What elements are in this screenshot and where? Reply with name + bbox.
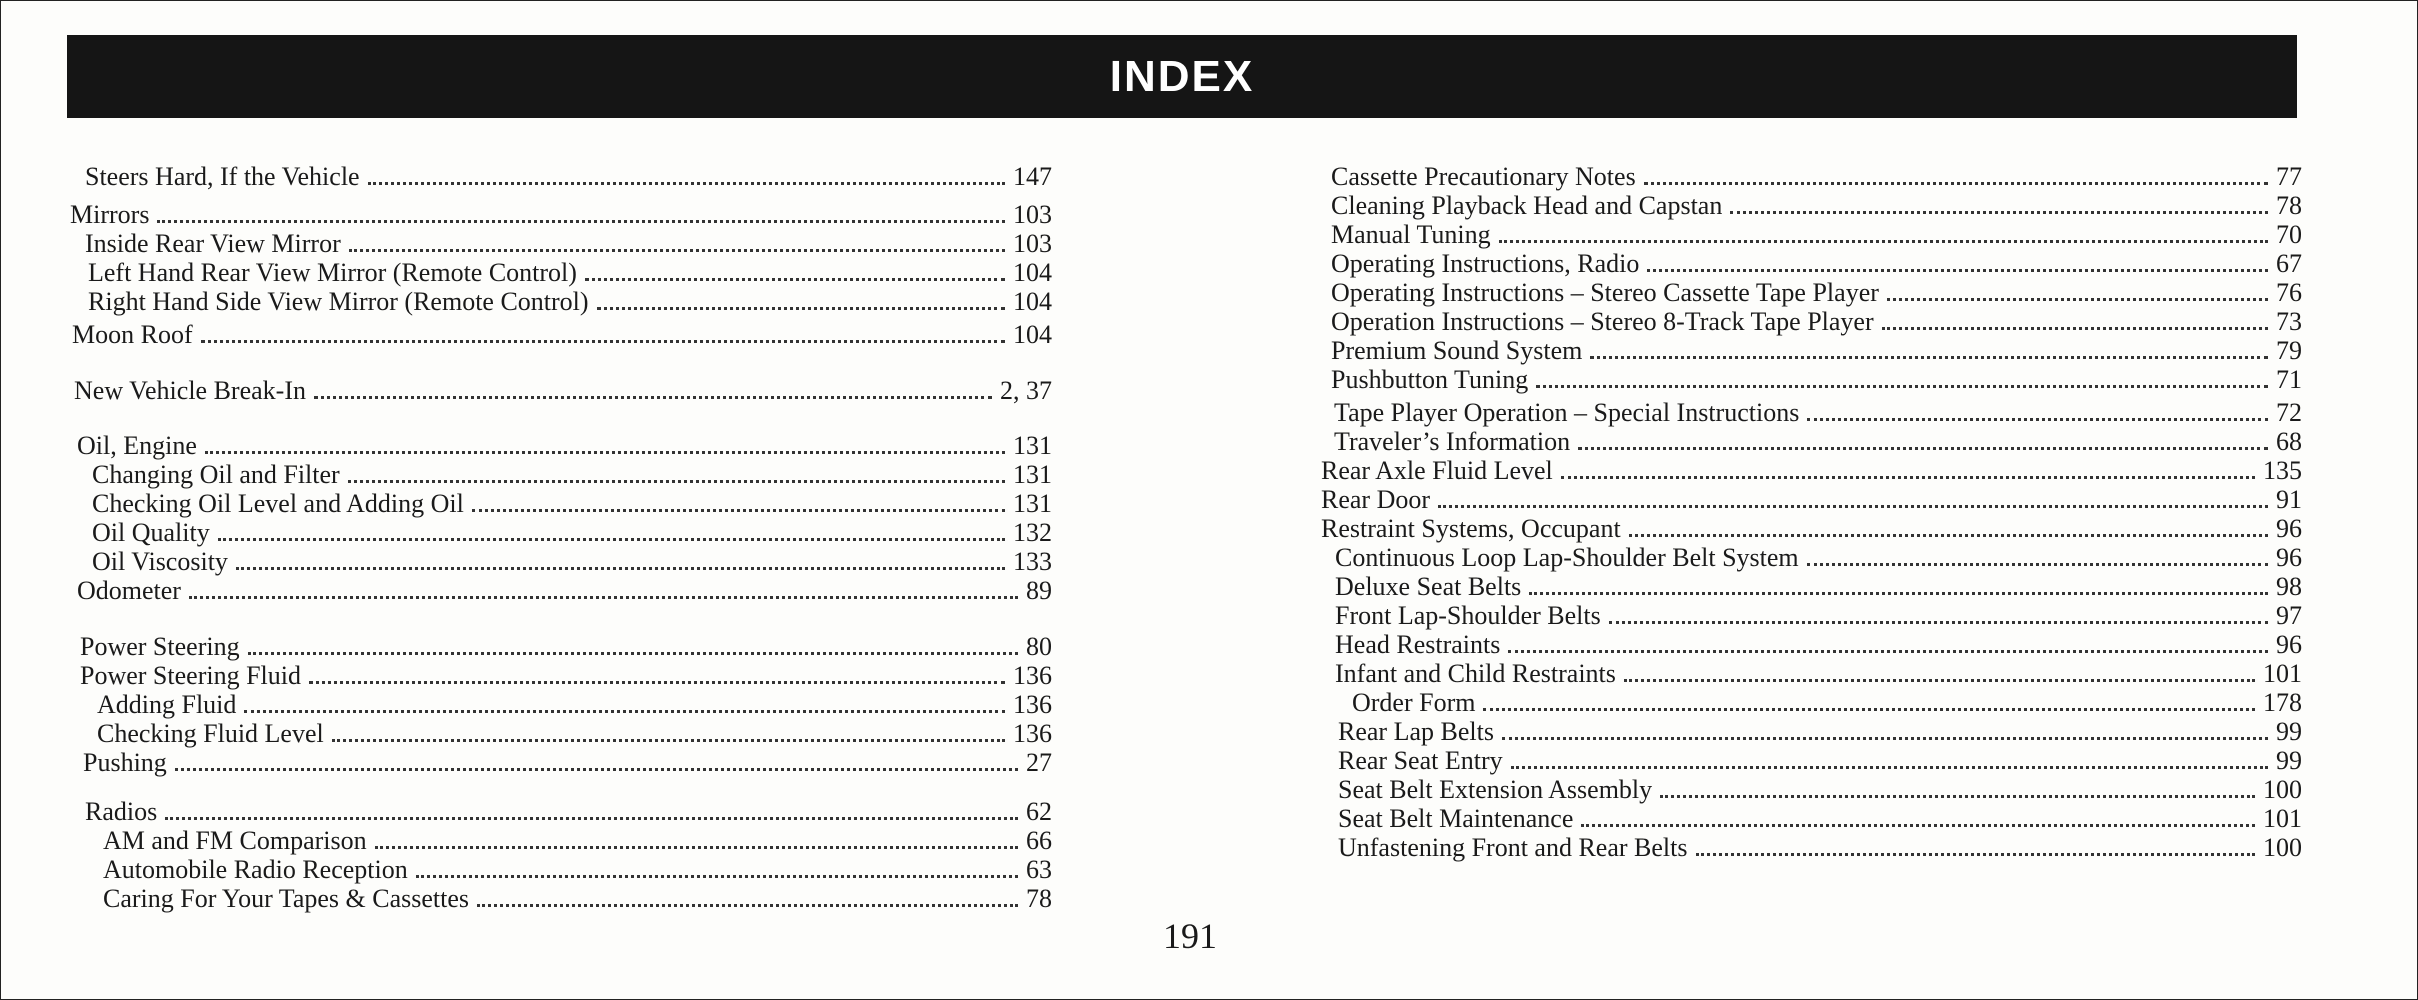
dot-leader — [597, 307, 1005, 310]
entry-page-number: 78 — [1026, 884, 1052, 913]
index-entry — [1338, 746, 2302, 776]
index-entry — [1335, 601, 2302, 631]
dot-leader — [1696, 853, 2256, 856]
dot-leader — [189, 596, 1018, 599]
entry-label: Rear Axle Fluid Level — [1321, 456, 1553, 485]
entry-page-number: 135 — [2263, 456, 2302, 485]
dot-leader — [248, 652, 1018, 655]
dot-leader — [236, 567, 1005, 570]
dot-leader — [1807, 563, 2268, 566]
entry-page-number: 133 — [1013, 547, 1052, 576]
dot-leader — [165, 817, 1018, 820]
index-entry — [1331, 191, 2302, 221]
entry-label: Premium Sound System — [1331, 336, 1583, 365]
entry-label: Manual Tuning — [1331, 220, 1491, 249]
index-entry — [88, 287, 1052, 317]
dot-leader — [175, 768, 1018, 771]
dot-leader — [1581, 824, 2255, 827]
index-entry — [85, 229, 1052, 259]
index-entry — [1338, 833, 2302, 863]
index-entry — [1338, 804, 2302, 834]
entry-label: Pushing — [83, 748, 167, 777]
dot-leader — [218, 538, 1005, 541]
index-entry — [1331, 307, 2302, 337]
index-entry — [92, 518, 1052, 548]
index-entry — [1338, 775, 2302, 805]
entry-page-number: 27 — [1026, 748, 1052, 777]
entry-label: Order Form — [1352, 688, 1476, 717]
entry-page-number: 104 — [1013, 287, 1052, 316]
dot-leader — [477, 904, 1018, 907]
entry-page-number: 2, 37 — [1000, 376, 1052, 405]
entry-label: Cleaning Playback Head and Capstan — [1331, 191, 1723, 220]
dot-leader — [1529, 592, 2268, 595]
index-entry — [97, 719, 1052, 749]
dot-leader — [1629, 534, 2268, 537]
entry-label: Radios — [85, 797, 158, 826]
dot-leader — [1730, 211, 2268, 214]
index-entry — [1335, 572, 2302, 602]
index-entry — [92, 547, 1052, 577]
entry-label: Tape Player Operation – Special Instructions — [1334, 398, 1800, 427]
dot-leader — [1807, 418, 2268, 421]
dot-leader — [1438, 505, 2268, 508]
index-entry — [1331, 336, 2302, 366]
index-entry — [92, 489, 1052, 519]
dot-leader — [205, 451, 1005, 454]
dot-leader — [1590, 356, 2268, 359]
dot-leader — [201, 340, 1005, 343]
entry-label: Moon Roof — [72, 320, 193, 349]
dot-leader — [1536, 385, 2268, 388]
entry-label: Right Hand Side View Mirror (Remote Control) — [88, 287, 589, 316]
entry-page-number: 103 — [1013, 229, 1052, 258]
index-entry — [77, 576, 1052, 606]
entry-page-number: 103 — [1013, 200, 1052, 229]
dot-leader — [1624, 679, 2255, 682]
entry-page-number: 72 — [2276, 398, 2302, 427]
index-entry — [85, 797, 1052, 827]
entry-page-number: 62 — [1026, 797, 1052, 826]
entry-page-number: 98 — [2276, 572, 2302, 601]
entry-page-number: 101 — [2263, 804, 2302, 833]
index-entry — [1321, 514, 2302, 544]
dot-leader — [309, 681, 1005, 684]
entry-page-number: 104 — [1013, 320, 1052, 349]
entry-label: Pushbutton Tuning — [1331, 365, 1529, 394]
index-entry — [1331, 278, 2302, 308]
entry-page-number: 77 — [2276, 162, 2302, 191]
dot-leader — [157, 220, 1005, 223]
dot-leader — [1887, 298, 2268, 301]
entry-page-number: 131 — [1013, 489, 1052, 518]
dot-leader — [1561, 476, 2255, 479]
entry-label: Unfastening Front and Rear Belts — [1338, 833, 1688, 862]
dot-leader — [585, 278, 1005, 281]
entry-label: Power Steering Fluid — [80, 661, 301, 690]
entry-label: Checking Fluid Level — [97, 719, 324, 748]
entry-label: New Vehicle Break-In — [74, 376, 306, 405]
entry-page-number: 101 — [2263, 659, 2302, 688]
index-entry — [1331, 162, 2302, 192]
index-entry — [1335, 543, 2302, 573]
dot-leader — [1882, 327, 2268, 330]
entry-page-number: 136 — [1013, 690, 1052, 719]
entry-label: Inside Rear View Mirror — [85, 229, 341, 258]
entry-label: Rear Lap Belts — [1338, 717, 1494, 746]
entry-page-number: 89 — [1026, 576, 1052, 605]
index-entry — [103, 855, 1052, 885]
index-entry — [1321, 456, 2302, 486]
entry-label: Oil Quality — [92, 518, 210, 547]
entry-page-number: 99 — [2276, 717, 2302, 746]
index-entry — [74, 376, 1052, 406]
index-entry — [72, 320, 1052, 350]
entry-page-number: 147 — [1013, 162, 1052, 191]
dot-leader — [1483, 708, 2255, 711]
entry-page-number: 63 — [1026, 855, 1052, 884]
index-entry — [77, 431, 1052, 461]
entry-page-number: 100 — [2263, 833, 2302, 862]
entry-page-number: 178 — [2263, 688, 2302, 717]
entry-label: Changing Oil and Filter — [92, 460, 340, 489]
dot-leader — [332, 739, 1005, 742]
index-entry — [80, 661, 1052, 691]
index-entry — [1334, 427, 2302, 457]
index-entry — [97, 690, 1052, 720]
entry-page-number: 70 — [2276, 220, 2302, 249]
entry-page-number: 136 — [1013, 661, 1052, 690]
entry-page-number: 136 — [1013, 719, 1052, 748]
entry-page-number: 97 — [2276, 601, 2302, 630]
entry-page-number: 96 — [2276, 630, 2302, 659]
dot-leader — [1499, 240, 2268, 243]
dot-leader — [1609, 621, 2268, 624]
entry-label: Head Restraints — [1335, 630, 1501, 659]
dot-leader — [472, 509, 1005, 512]
entry-label: Oil, Engine — [77, 431, 197, 460]
entry-label: Operation Instructions – Stereo 8-Track Tape Player — [1331, 307, 1874, 336]
entry-label: Restraint Systems, Occupant — [1321, 514, 1621, 543]
index-entry — [80, 632, 1052, 662]
entry-label: Operating Instructions – Stereo Cassette Tape Player — [1331, 278, 1879, 307]
entry-page-number: 68 — [2276, 427, 2302, 456]
entry-page-number: 96 — [2276, 543, 2302, 572]
dot-leader — [348, 480, 1005, 483]
index-entry — [1331, 249, 2302, 279]
entry-label: Infant and Child Restraints — [1335, 659, 1616, 688]
dot-leader — [1578, 447, 2268, 450]
dot-leader — [1644, 182, 2268, 185]
index-entry — [1335, 659, 2302, 689]
entry-label: Left Hand Rear View Mirror (Remote Control) — [88, 258, 577, 287]
entry-page-number: 131 — [1013, 431, 1052, 460]
entry-page-number: 104 — [1013, 258, 1052, 287]
dot-leader — [375, 846, 1018, 849]
entry-page-number: 73 — [2276, 307, 2302, 336]
dot-leader — [349, 249, 1005, 252]
entry-label: Oil Viscosity — [92, 547, 228, 576]
entry-label: AM and FM Comparison — [103, 826, 367, 855]
entry-label: Front Lap-Shoulder Belts — [1335, 601, 1601, 630]
entry-label: Checking Oil Level and Adding Oil — [92, 489, 464, 518]
dot-leader — [244, 710, 1005, 713]
entry-page-number: 67 — [2276, 249, 2302, 278]
index-entry — [1331, 220, 2302, 250]
index-header-bar — [67, 35, 2297, 118]
dot-leader — [1647, 269, 2268, 272]
entry-page-number: 76 — [2276, 278, 2302, 307]
entry-label: Automobile Radio Reception — [103, 855, 408, 884]
entry-label: Mirrors — [70, 200, 150, 229]
index-entry — [1321, 485, 2302, 515]
index-entry — [1331, 365, 2302, 395]
entry-page-number: 96 — [2276, 514, 2302, 543]
entry-label: Rear Seat Entry — [1338, 746, 1503, 775]
entry-label: Rear Door — [1321, 485, 1431, 514]
entry-page-number: 100 — [2263, 775, 2302, 804]
entry-label: Steers Hard, If the Vehicle — [85, 162, 360, 191]
entry-label: Power Steering — [80, 632, 240, 661]
entry-label: Seat Belt Maintenance — [1338, 804, 1574, 833]
entry-page-number: 79 — [2276, 336, 2302, 365]
dot-leader — [416, 875, 1018, 878]
entry-page-number: 91 — [2276, 485, 2302, 514]
entry-label: Odometer — [77, 576, 181, 605]
dot-leader — [314, 396, 992, 399]
entry-label: Deluxe Seat Belts — [1335, 572, 1522, 601]
index-entry — [88, 258, 1052, 288]
entry-page-number: 99 — [2276, 746, 2302, 775]
index-entry — [1338, 717, 2302, 747]
index-entry — [103, 884, 1052, 914]
index-entry — [1352, 688, 2302, 718]
dot-leader — [1502, 737, 2268, 740]
entry-label: Traveler’s Information — [1334, 427, 1571, 456]
entry-page-number: 71 — [2276, 365, 2302, 394]
dot-leader — [1508, 650, 2268, 653]
entry-page-number: 78 — [2276, 191, 2302, 220]
entry-label: Adding Fluid — [97, 690, 237, 719]
index-entry — [1335, 630, 2302, 660]
page-number: 191 — [1163, 916, 1217, 956]
index-entry — [83, 748, 1052, 778]
index-title: INDEX — [1109, 51, 1255, 101]
entry-label: Continuous Loop Lap-Shoulder Belt System — [1335, 543, 1799, 572]
entry-label: Operating Instructions, Radio — [1331, 249, 1640, 278]
entry-label: Seat Belt Extension Assembly — [1338, 775, 1653, 804]
entry-label: Caring For Your Tapes & Cassettes — [103, 884, 470, 913]
index-entry — [85, 162, 1052, 192]
entry-page-number: 132 — [1013, 518, 1052, 547]
entry-page-number: 80 — [1026, 632, 1052, 661]
entry-page-number: 131 — [1013, 460, 1052, 489]
entry-page-number: 66 — [1026, 826, 1052, 855]
index-entry — [92, 460, 1052, 490]
index-entry — [103, 826, 1052, 856]
dot-leader — [1660, 795, 2255, 798]
entry-label: Cassette Precautionary Notes — [1331, 162, 1636, 191]
dot-leader — [368, 182, 1005, 185]
index-entry — [1334, 398, 2302, 428]
dot-leader — [1511, 766, 2268, 769]
index-entry — [70, 200, 1052, 230]
